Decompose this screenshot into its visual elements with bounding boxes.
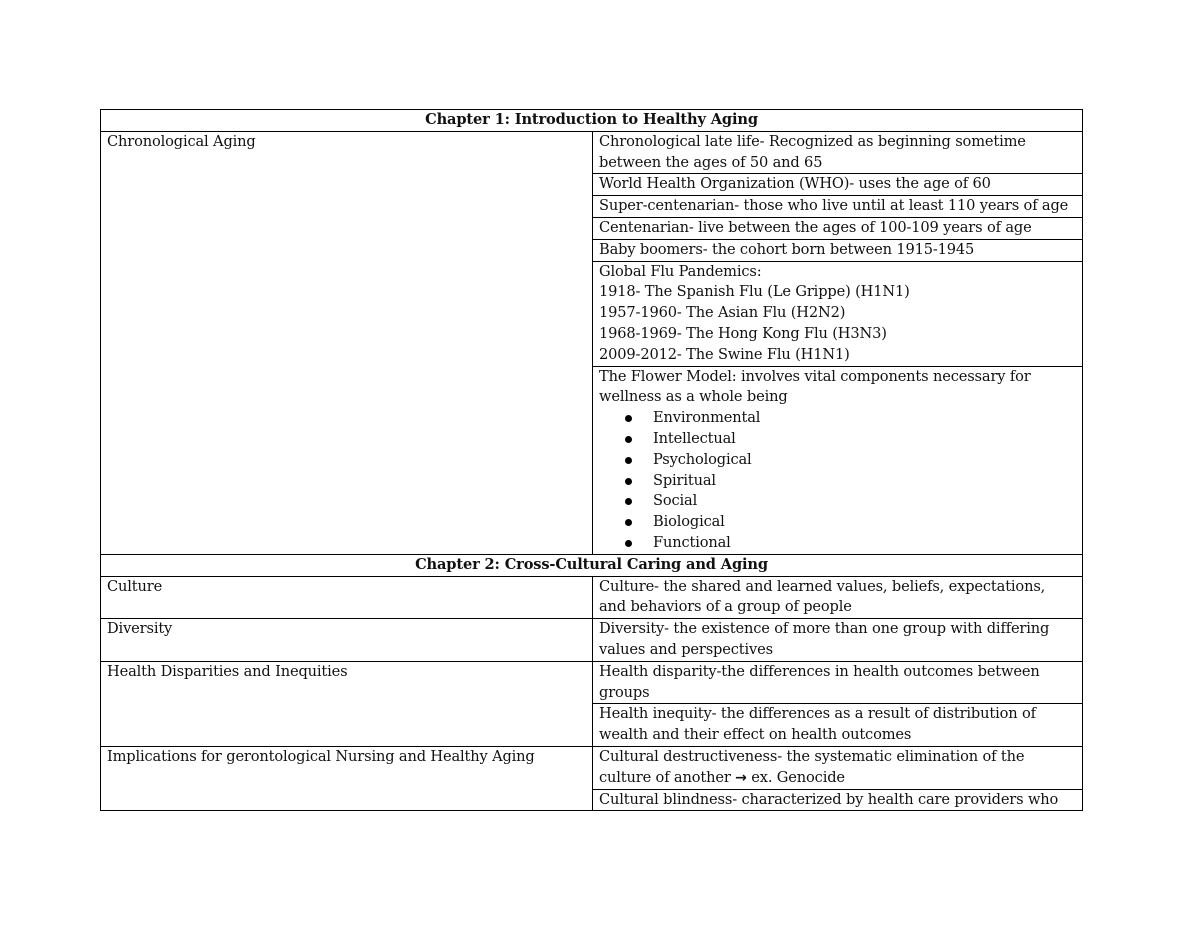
definition-cultural-blindness	[593, 789, 1083, 811]
term-culture: Culture	[101, 576, 593, 619]
term-chronological-aging: Chronological Aging	[101, 131, 593, 554]
study-notes-table	[100, 109, 1083, 811]
pandemics-title: Global Flu Pandemics:	[599, 262, 762, 280]
definition-line: wealth and their effect on health outcomes	[599, 726, 912, 744]
definition-line: Chronological late life- Recognized as beginning sometime	[599, 132, 1026, 150]
definition-line	[599, 768, 1076, 789]
chapter-heading-row	[101, 110, 1083, 132]
term-implications: Implications for gerontological Nursing and Healthy Aging	[101, 746, 593, 810]
term-diversity: Diversity	[101, 619, 593, 662]
definition-culture	[593, 576, 1083, 619]
definition-who: World Health Organization (WHO)- uses the age of 60	[593, 174, 1083, 196]
list-item	[599, 533, 1076, 554]
table-row	[101, 661, 1083, 704]
list-item	[599, 450, 1076, 471]
pandemic-item: 1918- The Spanish Flu (Le Grippe) (H1N1)	[599, 283, 910, 301]
definition-health-disparity	[593, 661, 1083, 704]
list-item	[599, 512, 1076, 533]
definition-line: Diversity- the existence of more than one group with differing	[599, 620, 1050, 638]
definition-line: Culture- the shared and learned values, beliefs, expectations,	[599, 577, 1046, 595]
chapter-1-heading: Chapter 1: Introduction to Healthy Aging	[101, 110, 1083, 132]
definition-line: Cultural blindness- characterized by health care providers who	[599, 790, 1059, 808]
definition-super-centenarian: Super-centenarian- those who live until at least 110 years of age	[593, 196, 1083, 218]
pandemic-item: 1957-1960- The Asian Flu (H2N2)	[599, 304, 846, 322]
component-label: Intellectual	[653, 429, 736, 447]
table-row	[101, 131, 1083, 174]
table-row	[101, 619, 1083, 662]
component-label: Biological	[653, 513, 725, 531]
bullet-icon	[625, 478, 632, 485]
definition-diversity	[593, 619, 1083, 662]
list-item	[599, 408, 1076, 429]
flower-model-intro: The Flower Model: involves vital components necessary for	[599, 367, 1031, 385]
bullet-icon	[625, 457, 632, 464]
bullet-icon	[625, 498, 632, 505]
definition-text: ex. Genocide	[751, 768, 845, 786]
component-label: Psychological	[653, 450, 752, 468]
definition-cultural-destructiveness	[593, 746, 1083, 789]
component-label: Environmental	[653, 409, 761, 427]
chapter-2-heading: Chapter 2: Cross-Cultural Caring and Aging	[101, 554, 1083, 576]
term-health-disparities: Health Disparities and Inequities	[101, 661, 593, 746]
component-label: Spiritual	[653, 471, 716, 489]
table-row	[101, 746, 1083, 789]
definition-line: between the ages of 50 and 65	[599, 153, 823, 171]
definition-centenarian: Centenarian- live between the ages of 100-109 years of age	[593, 217, 1083, 239]
definition-health-inequity	[593, 704, 1083, 747]
list-item	[599, 471, 1076, 492]
bullet-icon	[625, 519, 632, 526]
definition-line: Cultural destructiveness- the systematic elimination of the	[599, 747, 1025, 765]
list-item	[599, 491, 1076, 512]
definition-late-life	[593, 131, 1083, 174]
pandemic-item: 2009-2012- The Swine Flu (H1N1)	[599, 345, 850, 363]
arrow-right-icon: →	[735, 769, 747, 786]
table-row	[101, 576, 1083, 619]
list-item	[599, 429, 1076, 450]
component-label: Social	[653, 492, 698, 510]
definition-line: and behaviors of a group of people	[599, 598, 852, 616]
definition-text: culture of another	[599, 768, 731, 786]
definition-line: Health inequity- the differences as a result of distribution of	[599, 705, 1036, 723]
component-label: Functional	[653, 533, 731, 551]
definition-flu-pandemics	[593, 261, 1083, 366]
definition-line: values and perspectives	[599, 640, 773, 658]
definition-line: groups	[599, 683, 650, 701]
bullet-icon	[625, 415, 632, 422]
definition-line: Health disparity-the differences in health outcomes between	[599, 662, 1040, 680]
definition-flower-model	[593, 366, 1083, 554]
definition-baby-boomers: Baby boomers- the cohort born between 1915-1945	[593, 239, 1083, 261]
chapter-heading-row	[101, 554, 1083, 576]
flower-model-components	[599, 408, 1076, 554]
bullet-icon	[625, 540, 632, 547]
bullet-icon	[625, 436, 632, 443]
pandemic-item: 1968-1969- The Hong Kong Flu (H3N3)	[599, 324, 887, 342]
flower-model-intro: wellness as a whole being	[599, 388, 788, 406]
